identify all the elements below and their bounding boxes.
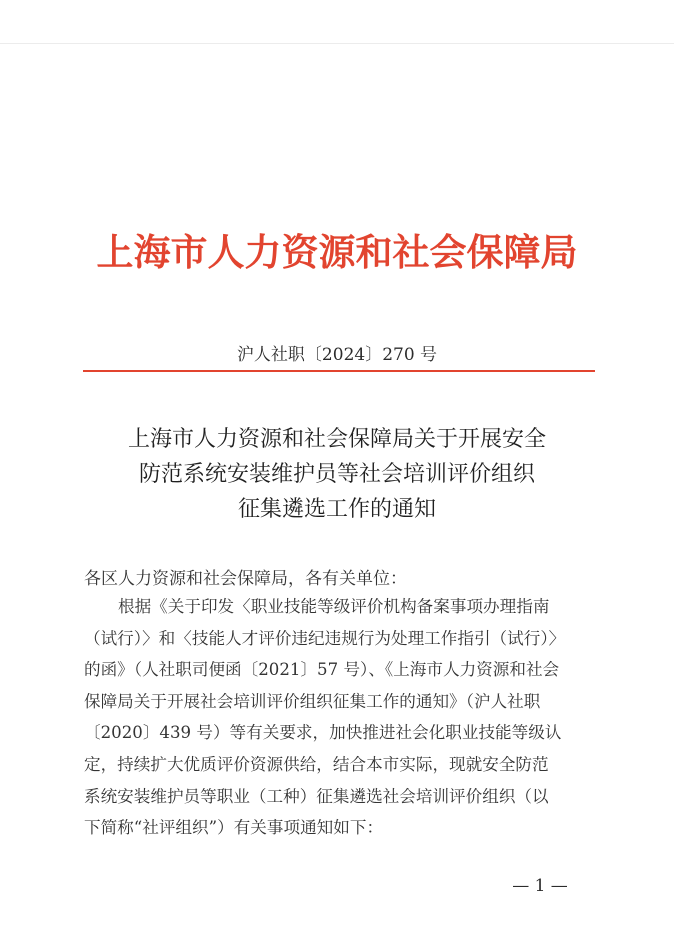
salutation: 各区人力资源和社会保障局，各有关单位： (84, 569, 407, 589)
title-line: 征集遴选工作的通知 (237, 497, 436, 522)
title-line: 上海市人力资源和社会保障局关于开展安全 (127, 427, 546, 452)
document-title (0, 422, 674, 527)
body-line: 定，持续扩大优质评价资源供给，结合本市实际，现就安全防范 (84, 754, 549, 774)
body-line: 根据《关于印发〈职业技能等级评价机构备案事项办理指南 (118, 597, 550, 616)
letterhead-divider (83, 370, 595, 372)
body-line: 系统安装维护员等职业（工种）征集遴选社会培训评价组织（以 (84, 786, 549, 806)
page-number: — 1 — (512, 876, 568, 896)
scan-top-edge (0, 43, 674, 44)
body-paragraph (84, 591, 593, 844)
body-line: 〔2020〕439 号）等有关要求，加快推进社会化职业技能等级认 (84, 723, 562, 743)
title-line: 防范系统安装维护员等社会培训评价组织 (138, 462, 535, 487)
body-line: 的函》（人社职司便函〔2021〕57 号）、《上海市人力资源和社会 (84, 660, 560, 680)
body-line: （试行）〉和〈技能人才评价违纪违规行为处理工作指引（试行）〉 (84, 628, 566, 648)
document-number: 沪人社职〔2024〕270 号 (236, 345, 438, 365)
body-line: 保障局关于开展社会培训评价组织征集工作的通知》（沪人社职 (84, 691, 541, 711)
body-line: 下简称“社评组织”）有关事项通知如下： (84, 818, 384, 838)
letterhead-issuer: 上海市人力资源和社会保障局 (96, 230, 578, 274)
